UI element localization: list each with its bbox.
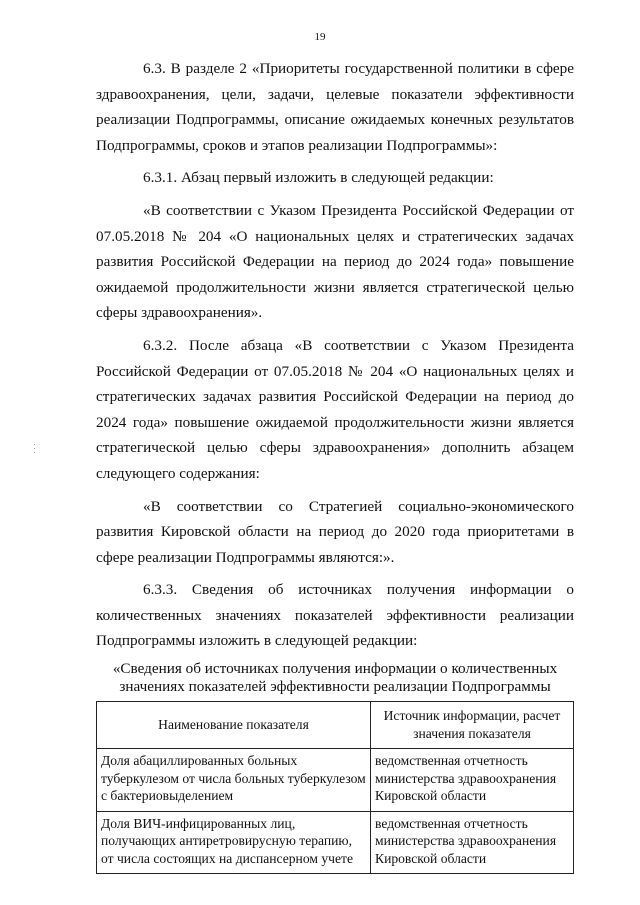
table-row [97,811,574,874]
paragraph-6-3: 6.3. В разделе 2 «Приоритеты государственной политики в сфере здравоохранения, цели, задачи, целевые показатели эффективности реализации Подпрограммы, описание ожидаемых конечных результатов Подпрограммы, сроков и этапов реализации Подпрограммы»: [96,60,574,154]
table-cell: Доля абациллированных больных туберкулезом от числа больных туберкулезом с бактериовыделением [97,749,371,812]
table-cell: Доля ВИЧ-инфицированных лиц, получающих антиретровирусную терапию, от числа состоящих на диспансерном учете [97,811,371,874]
document-body [96,56,574,874]
paragraph-6-3-2: 6.3.2. После абзаца «В соответствии с Указом Президента Российской Федерации от 07.05.2018 № 204 «О национальных целях и стратегических задачах развития Российской Федерации на период до 2024 года» повышение ожидаемой продолжительности жизни является стратегической целью сферы здравоохранения» дополнить абзацем следующего содержания: [96,336,574,482]
margin-marks [34,444,35,456]
paragraph-6-3-3: 6.3.3. Сведения об источниках получения информации о количественных значениях показателей эффективности реализации Подпрограммы изложить в следующей редакции: [96,581,574,650]
table-cell: ведомственная отчетность министерства здравоохранения Кировской области [371,749,574,812]
table-header-row [97,702,574,749]
table-row [97,749,574,812]
table-caption: «Сведения об источниках получения информации о количественных значениях показателей эффективности реализации Подпрограммы [112,660,558,695]
header-indicator: Наименование показателя [97,702,371,749]
table-cell: ведомственная отчетность министерства здравоохранения Кировской области [371,811,574,874]
paragraph-6-3-1: 6.3.1. Абзац первый изложить в следующей редакции: [143,169,494,187]
paragraph-quote-1: «В соответствии с Указом Президента Российской Федерации от 07.05.2018 № 204 «О национальных целях и стратегических задачах развития Российской Федерации на период до 2024 года» повышение ожидаемой продолжительности жизни является стратегической целью сферы здравоохранения». [96,201,574,322]
paragraph-quote-2: «В соответствии со Стратегией социально-экономического развития Кировской области на период до 2020 года приоритетами в сфере реализации Подпрограммы являются:». [96,497,574,566]
page-number: 19 [314,31,326,43]
source-table [96,701,574,874]
header-source: Источник информации, расчет значения показателя [371,702,574,749]
